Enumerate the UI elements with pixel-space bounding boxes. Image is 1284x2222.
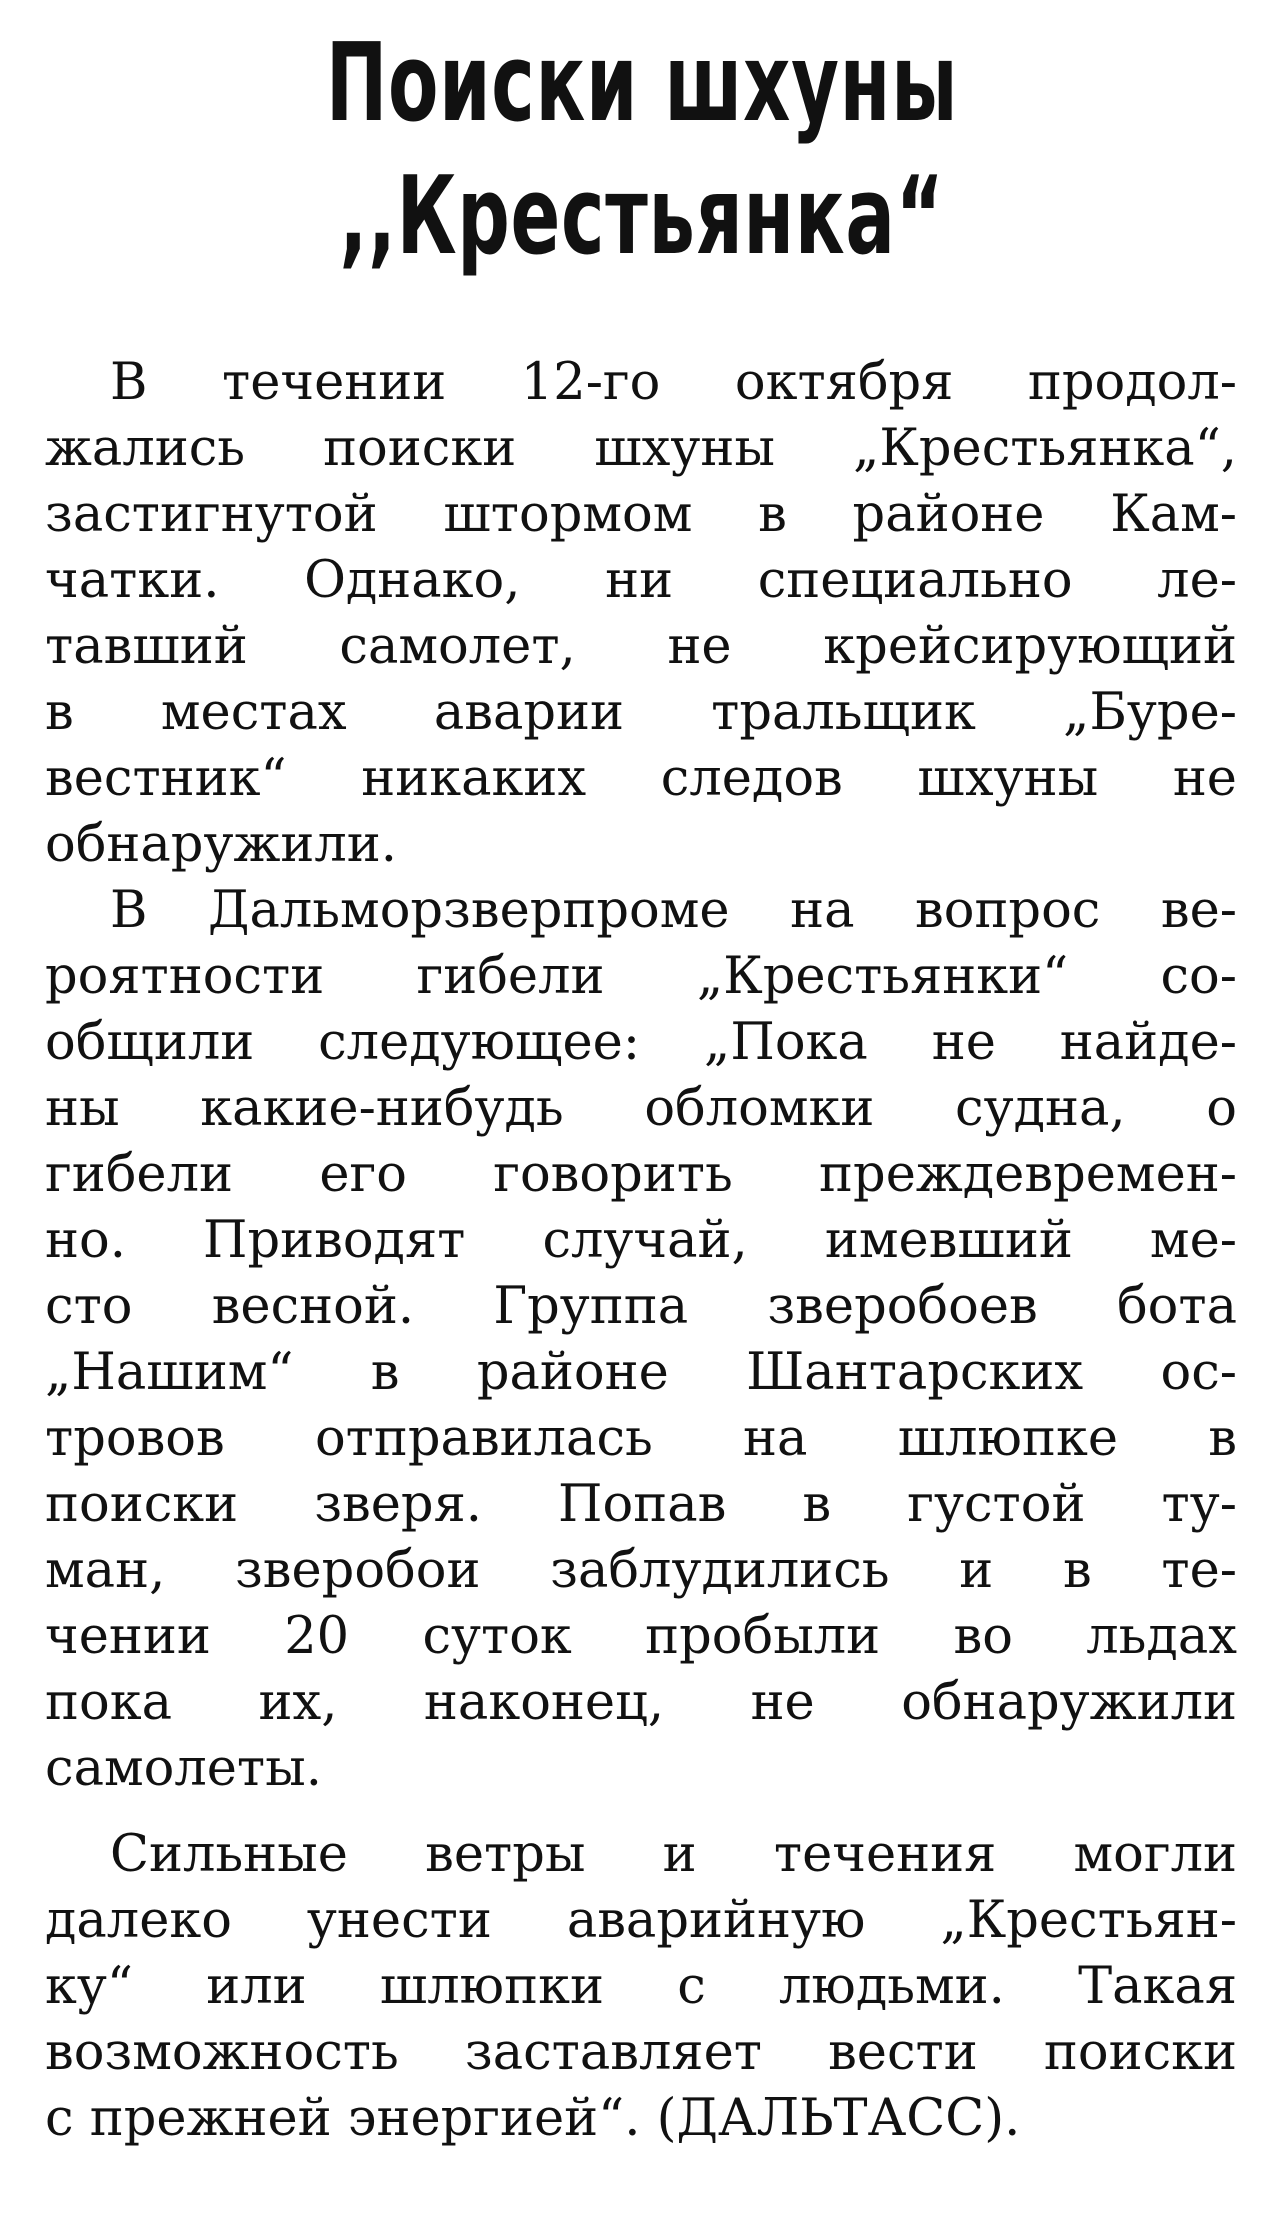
text-line: в местах аварии тральщик „Буре- xyxy=(45,683,1237,742)
text-line: В течении 12-го октября продол- xyxy=(110,353,1237,412)
text-line: тровов отправилась на шлюпке в xyxy=(45,1409,1237,1468)
text-line: вестник“ никаких следов шхуны не xyxy=(45,749,1237,808)
text-line: жались поиски шхуны „Крестьянка“, xyxy=(45,419,1237,478)
text-line: но. Приводят случай, имевший ме- xyxy=(45,1211,1237,1270)
paragraph-gap xyxy=(45,1802,1237,1822)
headline-line-2: ,,Крестьянка“ xyxy=(339,154,945,279)
text-line: сто весной. Группа зверобоев бота xyxy=(45,1277,1237,1336)
text-line: тавший самолет, не крейсирующий xyxy=(45,617,1237,676)
text-line: гибели его говорить преждевремен- xyxy=(45,1145,1237,1204)
text-line: самолеты. xyxy=(45,1739,322,1798)
text-line: В Дальморзверпроме на вопрос ве- xyxy=(110,881,1237,940)
text-line: роятности гибели „Крестьянки“ со- xyxy=(45,947,1237,1006)
text-line: ман, зверобои заблудились и в те- xyxy=(45,1541,1237,1600)
paragraph-3 xyxy=(45,1822,1237,2152)
text-line: общили следующее: „Пока не найде- xyxy=(45,1013,1237,1072)
text-line: с прежней энергией“. (ДАЛЬТАСС). xyxy=(45,2089,1021,2148)
text-line: застигнутой штормом в районе Кам- xyxy=(45,485,1237,544)
text-line: поиски зверя. Попав в густой ту- xyxy=(45,1475,1237,1534)
text-line: чатки. Однако, ни специально ле- xyxy=(45,551,1237,610)
text-line: Сильные ветры и течения могли xyxy=(110,1825,1237,1884)
headline-line-1: Поиски шхуны xyxy=(325,21,959,146)
paragraph-1 xyxy=(45,350,1237,878)
text-line: далеко унести аварийную „Крестьян- xyxy=(45,1891,1237,1950)
text-line: чении 20 суток пробыли во льдах xyxy=(45,1607,1237,1666)
paragraph-2 xyxy=(45,878,1237,1802)
text-line: ны какие-нибудь обломки судна, о xyxy=(45,1079,1237,1138)
text-line: „Нашим“ в районе Шантарских ос- xyxy=(45,1343,1237,1402)
text-line: ку“ или шлюпки с людьми. Такая xyxy=(45,1957,1237,2016)
text-line: возможность заставляет вести поиски xyxy=(45,2023,1237,2082)
article-body xyxy=(45,350,1237,2152)
text-line: обнаружили. xyxy=(45,815,397,874)
text-line: пока их, наконец, не обнаружили xyxy=(45,1673,1237,1732)
